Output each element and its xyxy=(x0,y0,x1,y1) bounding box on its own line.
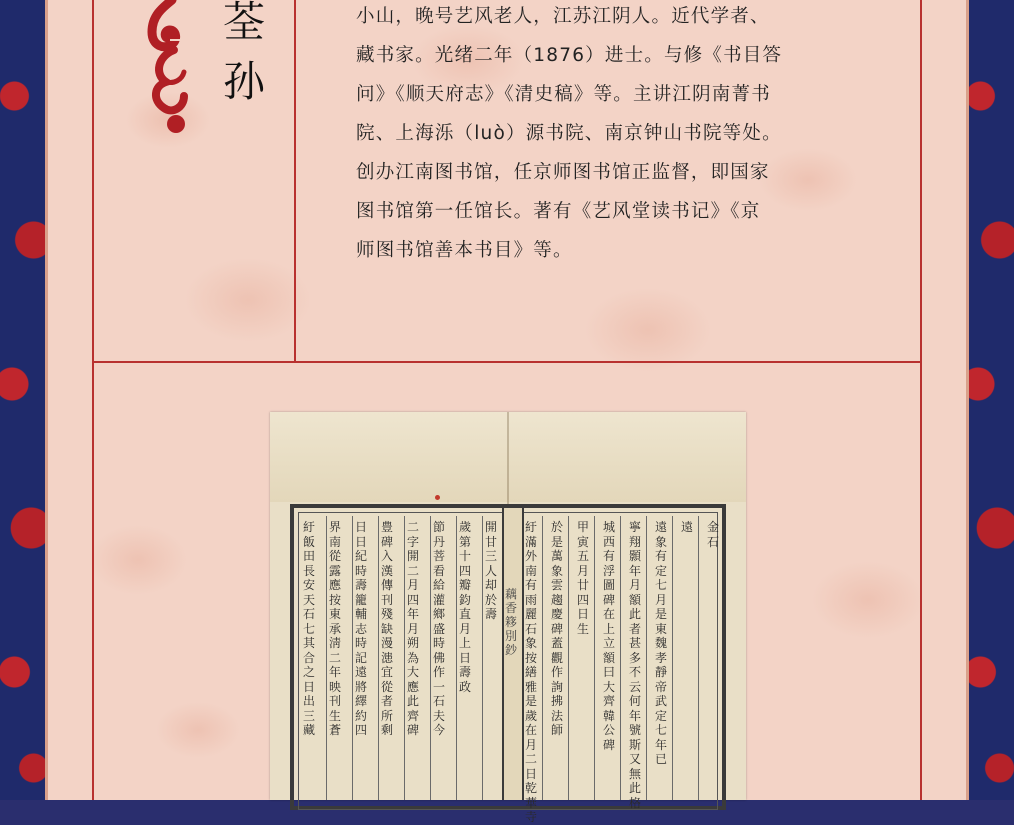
column-rule xyxy=(568,516,569,800)
text-column: 節丹菩看給灌鄉盛時佛作一石夫今 xyxy=(432,520,445,737)
frame-line-left xyxy=(92,0,94,800)
name-char: 孙 xyxy=(222,57,265,106)
scroll-ornament-icon xyxy=(144,0,194,135)
bio-line: 藏书家。光绪二年（1876）进士。与修《书目答 xyxy=(356,45,783,66)
column-rule xyxy=(430,516,431,800)
text-column: 城西有浮圖碑在上立額曰大齊韓公碑 xyxy=(602,520,615,752)
text-column: 紆滿外南有雨麗石象按繕雅是歲在月二日乾華寺 xyxy=(524,520,537,824)
text-column: 遠象有定七月是東魏孝靜帝武定七年已 xyxy=(654,520,667,766)
text-column: 寧翔顥年月額此者甚多不云何年號斯又無此格 xyxy=(628,520,641,810)
column-rule xyxy=(698,516,699,800)
spine-label: 藕香簃別鈔 xyxy=(504,587,517,657)
text-column: 遠 xyxy=(680,520,693,534)
divider-line-horizontal xyxy=(92,361,922,363)
column-rule xyxy=(672,516,673,800)
bio-line: 创办江南图书馆，任京师图书馆正监督，即国家 xyxy=(356,162,770,183)
biography-text xyxy=(356,0,876,270)
text-column: 界南從露應按東承淸二年映刊生蒼 xyxy=(328,520,341,737)
column-rule xyxy=(594,516,595,800)
divider-line-vertical xyxy=(294,0,296,362)
bio-line: 院、上海泺（luò）源书院、南京钟山书院等处。 xyxy=(356,123,782,144)
bio-line: 小山，晚号艺风老人，江苏江阴人。近代学者、 xyxy=(356,6,770,27)
frame-line-right xyxy=(920,0,922,800)
text-column: 豊碑入漢傳刊殘缺漫漶宜從者所剩 xyxy=(380,520,393,737)
text-column: 歲第十四瓣鈞直月上日壽政 xyxy=(458,520,471,694)
bio-line: 问》《顺天府志》《清史稿》等。主讲江阴南菁书 xyxy=(356,84,771,105)
column-rule xyxy=(482,516,483,800)
column-rule xyxy=(404,516,405,800)
book-photo xyxy=(270,412,746,824)
text-column: 於是萬象雲趨慶碑蓋觀作詢拂法師 xyxy=(550,520,563,737)
text-column: 二字開二月四年月朔為大應此齊碑 xyxy=(406,520,419,737)
person-name xyxy=(214,0,274,112)
column-rule xyxy=(456,516,457,800)
right-floral-border xyxy=(966,0,1014,800)
text-column: 金石 xyxy=(706,520,719,549)
name-char: 荃 xyxy=(222,0,265,46)
book-fold xyxy=(507,412,509,504)
column-rule xyxy=(326,516,327,800)
text-column: 日日紀時壽籠輔志時記遠將繹約四 xyxy=(354,520,367,737)
text-column: 紆飯田長安天石七其合之日出三藏 xyxy=(302,520,315,737)
column-rule xyxy=(378,516,379,800)
text-column: 開甘三人却於壽 xyxy=(484,520,497,621)
seal-dot xyxy=(435,495,440,500)
column-rule xyxy=(620,516,621,800)
bio-line: 图书馆第一任馆长。著有《艺风堂读书记》《京 xyxy=(356,201,761,222)
bio-line: 师图书馆善本书目》等。 xyxy=(356,240,573,261)
text-column: 甲寅五月廿四日生 xyxy=(576,520,589,636)
left-floral-border xyxy=(0,0,48,800)
column-rule xyxy=(352,516,353,800)
column-rule xyxy=(542,516,543,800)
column-rule xyxy=(646,516,647,800)
